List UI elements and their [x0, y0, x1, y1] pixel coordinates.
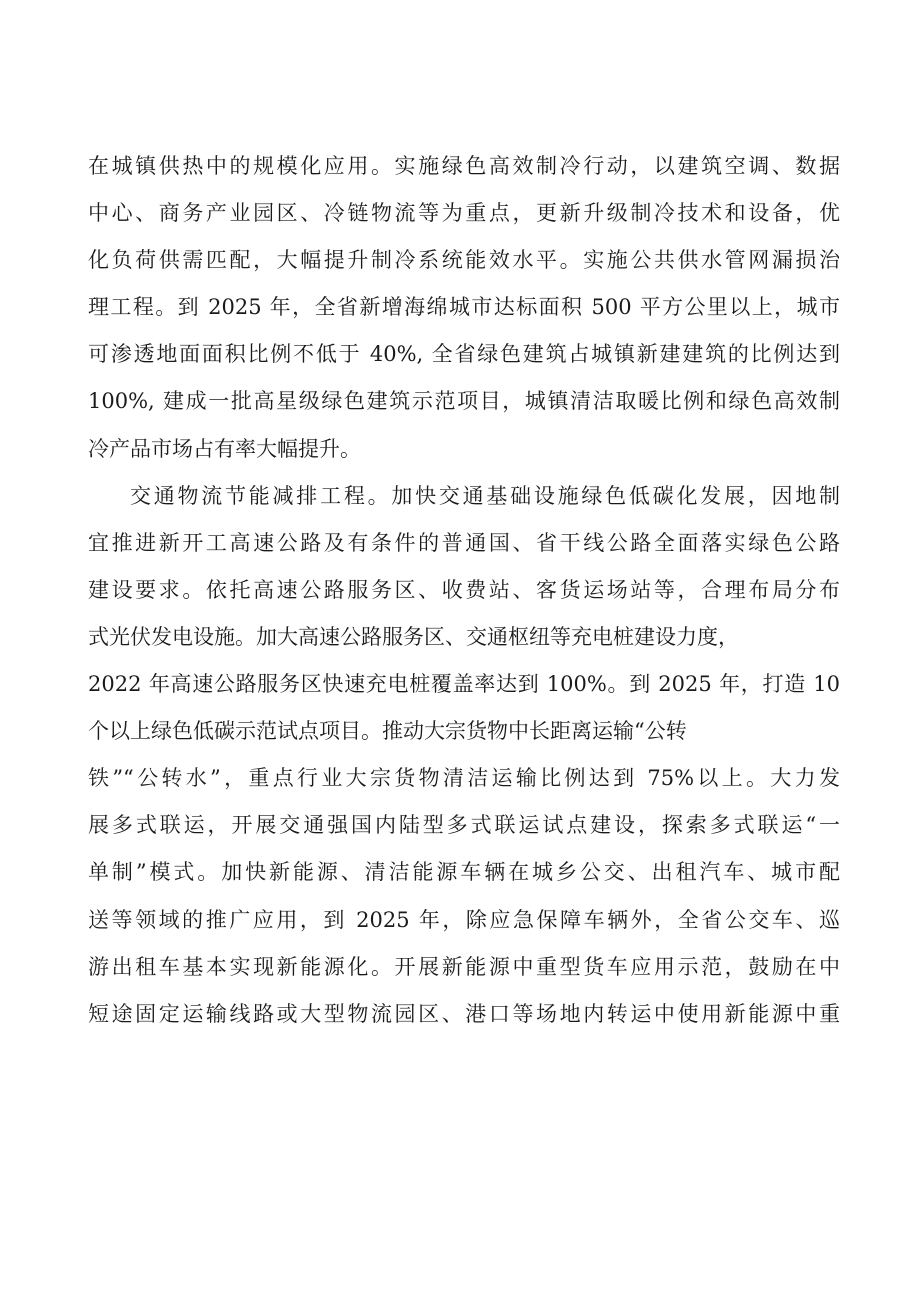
- paragraph-line: 中心、商务产业园区、冷链物流等为重点，更新升级制冷技术和设备，优: [88, 201, 840, 226]
- paragraph-line: 理工程。到 2025 年，全省新增海绵城市达标面积 500 平方公里以上，城市: [88, 295, 840, 320]
- paragraph-line: 展多式联运，开展交通强国内陆型多式联运试点建设，探索多式联运“一: [88, 813, 840, 838]
- paragraph-line: 化负荷供需匹配，大幅提升制冷系统能效水平。实施公共供水管网漏损治: [88, 248, 840, 273]
- paragraph-line: 建设要求。依托高速公路服务区、收费站、客货运场站等，合理布局分布: [88, 577, 840, 602]
- paragraph-line: 式光伏发电设施。加大高速公路服务区、交通枢纽等充电桩建设力度，: [88, 624, 739, 649]
- paragraph-line: 送等领域的推广应用，到 2025 年，除应急保障车辆外，全省公交车、巡: [88, 907, 840, 932]
- paragraph-line: 个以上绿色低碳示范试点项目。推动大宗货物中长距离运输“公转: [88, 719, 687, 744]
- paragraph-transport-logistics: [88, 473, 840, 1038]
- paragraph-line: 100%, 建成一批高星级绿色建筑示范项目，城镇清洁取暖比例和绿色高效制: [88, 389, 840, 414]
- paragraph-line: 铁”“公转水”，重点行业大宗货物清洁运输比例达到 75%以上。大力发: [88, 766, 840, 791]
- paragraph-line: 单制”模式。加快新能源、清洁能源车辆在城乡公交、出租汽车、城市配: [88, 860, 840, 885]
- paragraph-line: 可渗透地面面积比例不低于 40%, 全省绿色建筑占城镇新建建筑的比例达到: [88, 342, 840, 367]
- paragraph-line: 冷产品市场占有率大幅提升。: [88, 436, 361, 461]
- paragraph-urban-heating-cooling: [88, 143, 840, 473]
- paragraph-line: 交通物流节能减排工程。加快交通基础设施绿色低碳化发展，因地制: [130, 483, 840, 508]
- paragraph-line: 2022 年高速公路服务区快速充电桩覆盖率达到 100%。到 2025 年，打造 10: [88, 672, 840, 697]
- paragraph-line: 游出租车基本实现新能源化。开展新能源中重型货车应用示范，鼓励在中: [88, 954, 840, 979]
- paragraph-line: 宜推进新开工高速公路及有条件的普通国、省干线公路全面落实绿色公路: [88, 530, 840, 555]
- paragraph-line: 在城镇供热中的规模化应用。实施绿色高效制冷行动，以建筑空调、数据: [88, 154, 840, 178]
- document-body: [88, 143, 840, 1038]
- paragraph-line: 短途固定运输线路或大型物流园区、港口等场地内转运中使用新能源中重: [88, 1001, 840, 1026]
